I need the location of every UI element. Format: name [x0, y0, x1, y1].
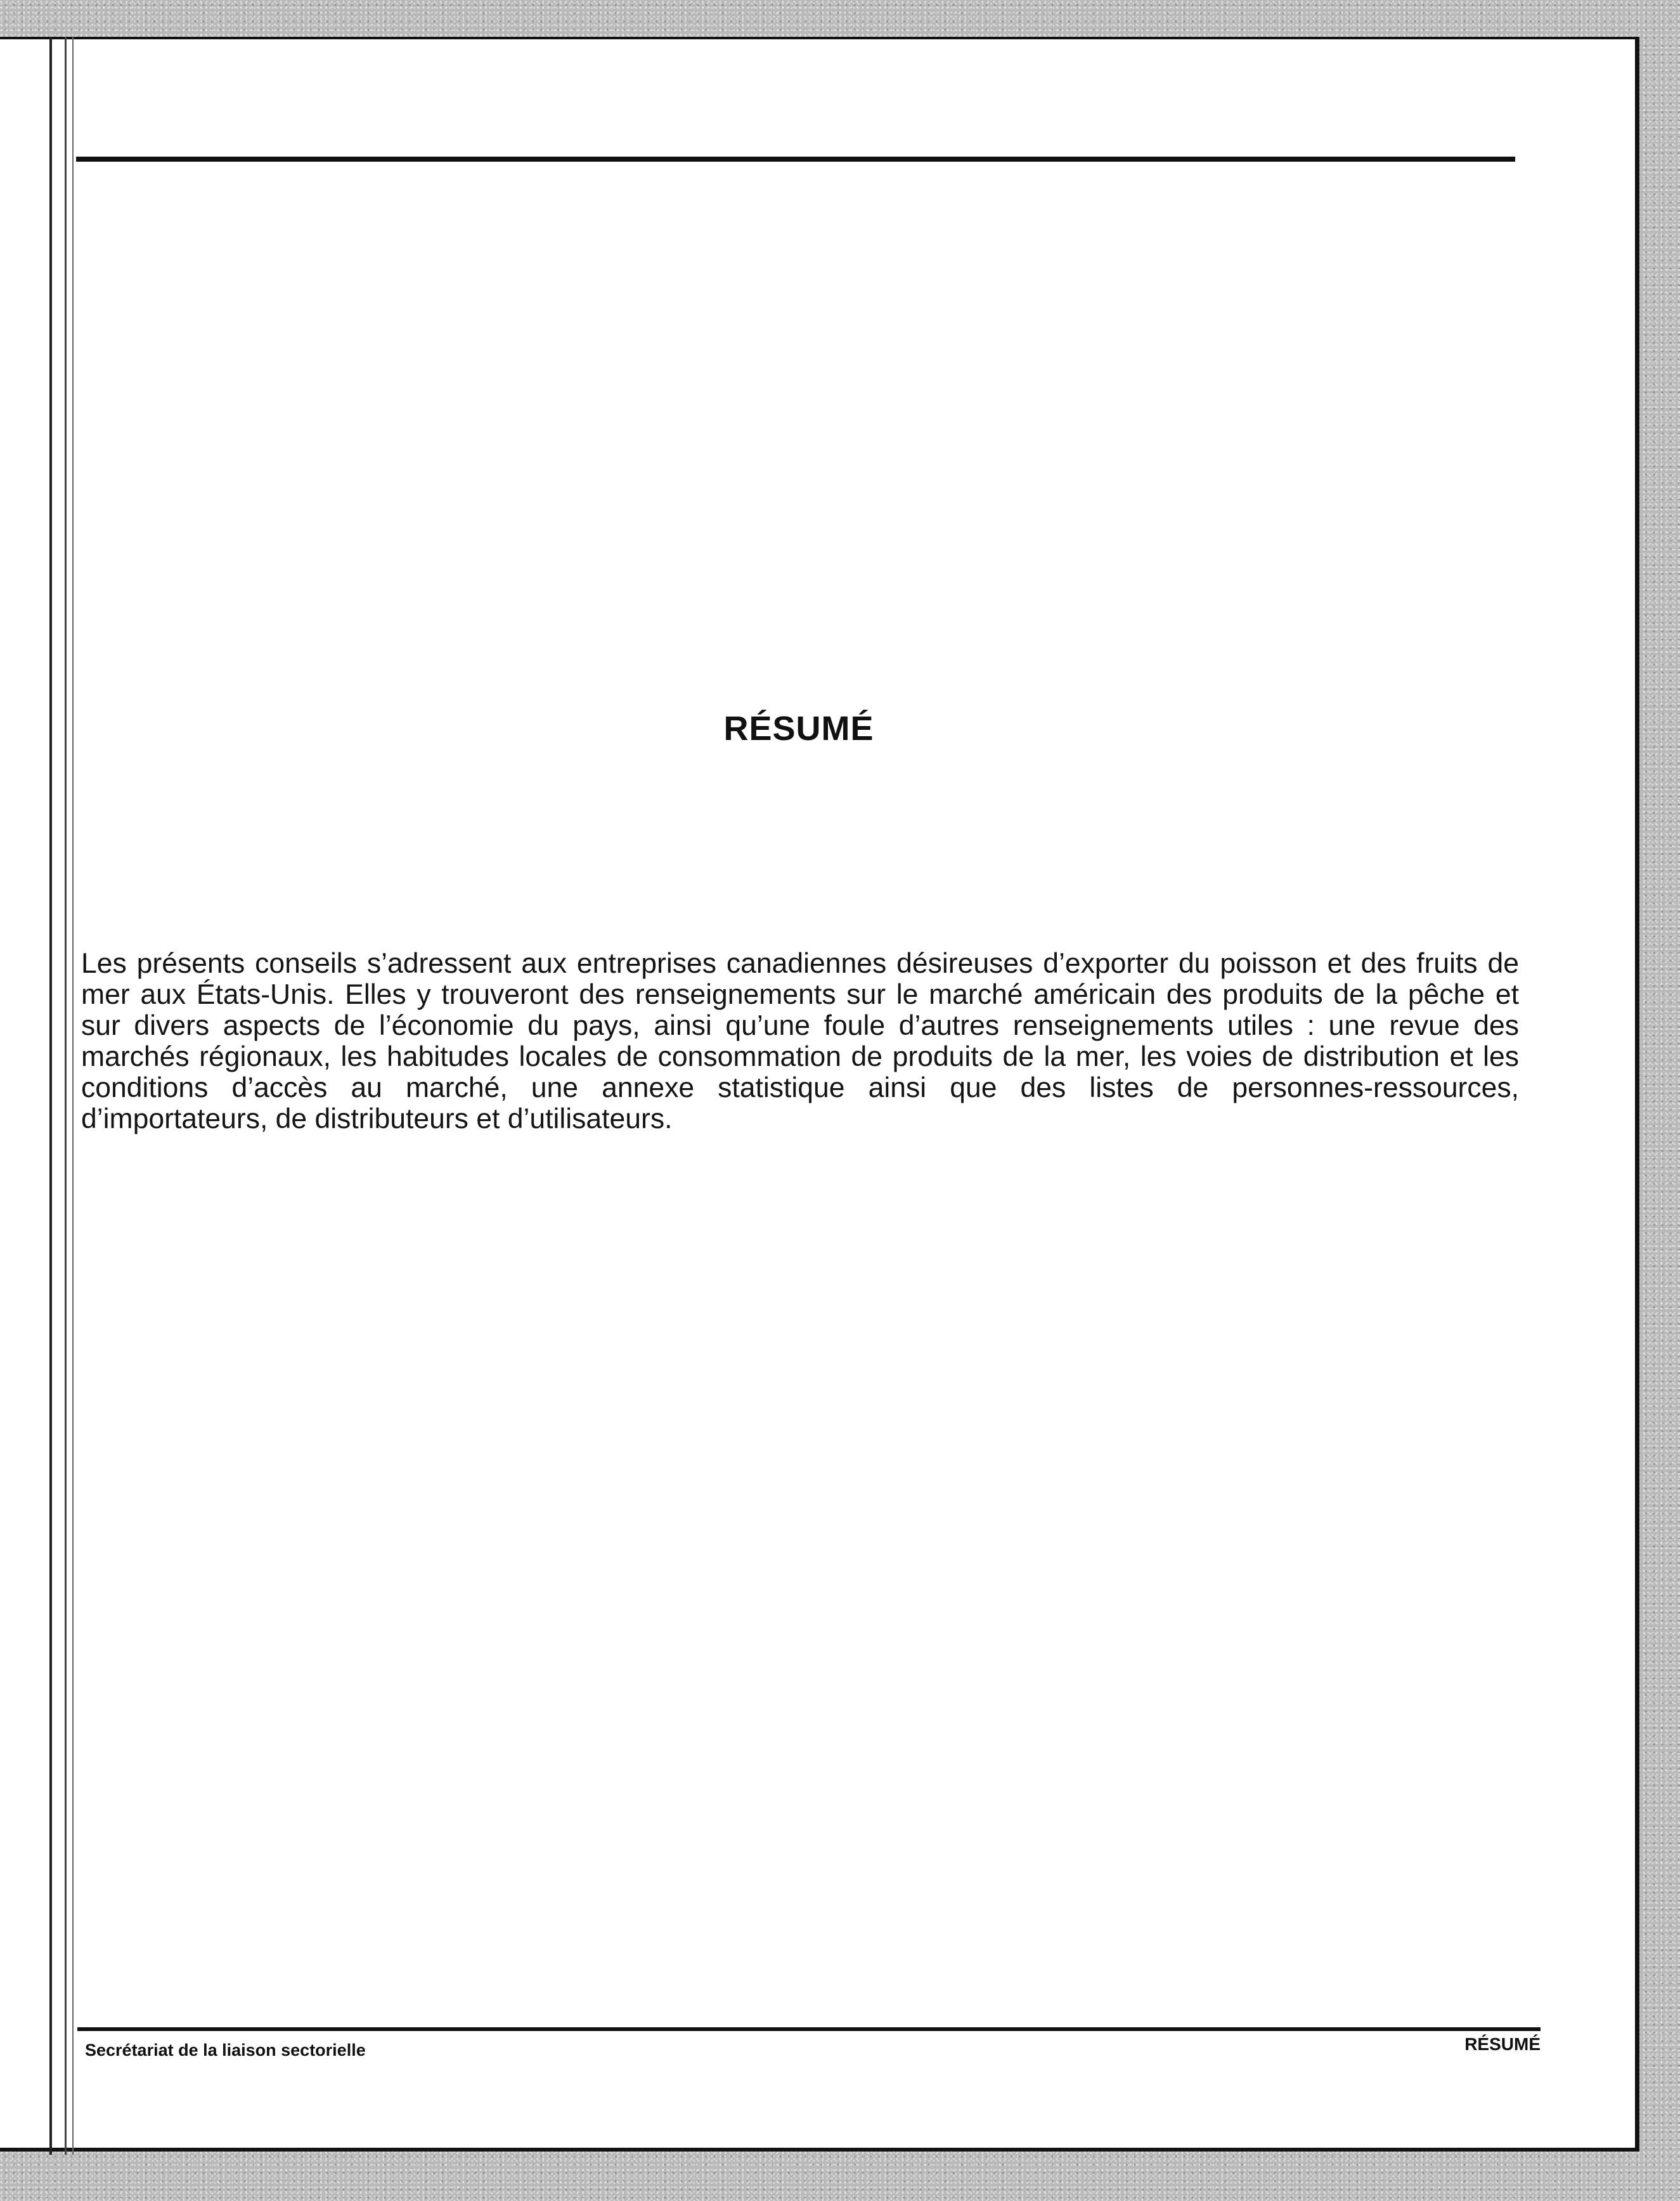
summary-paragraph: Les présents conseils s’adressent aux entreprises canadiennes désireuses d’exporter du poisson et des fruits de mer aux États-Unis. Elles y trouveront des renseignements sur le marché américain des produits de la pêche et sur divers aspects de l’économie du pays, ainsi qu’une foule d’autres renseignements utiles : une revue des marchés régionaux, les habitudes locales de consommation de produits de la mer, les voies de distribution et les conditions d’accès au marché, une annexe statistique ainsi que des listes de personnes-ressources, d’importateurs, de distributeurs et d’utilisateurs. [81, 948, 1519, 1134]
footer-organization: Secrétariat de la liaison sectorielle [85, 2041, 366, 2060]
footer-section-title: RÉSUMÉ [1464, 2034, 1541, 2054]
page-title: RÉSUMÉ [723, 710, 874, 748]
header-rule [76, 157, 1515, 162]
footer-rule [77, 2027, 1541, 2031]
binding-rule [65, 37, 67, 2155]
binding-rule [72, 37, 74, 2155]
binding-rule [49, 37, 52, 2155]
